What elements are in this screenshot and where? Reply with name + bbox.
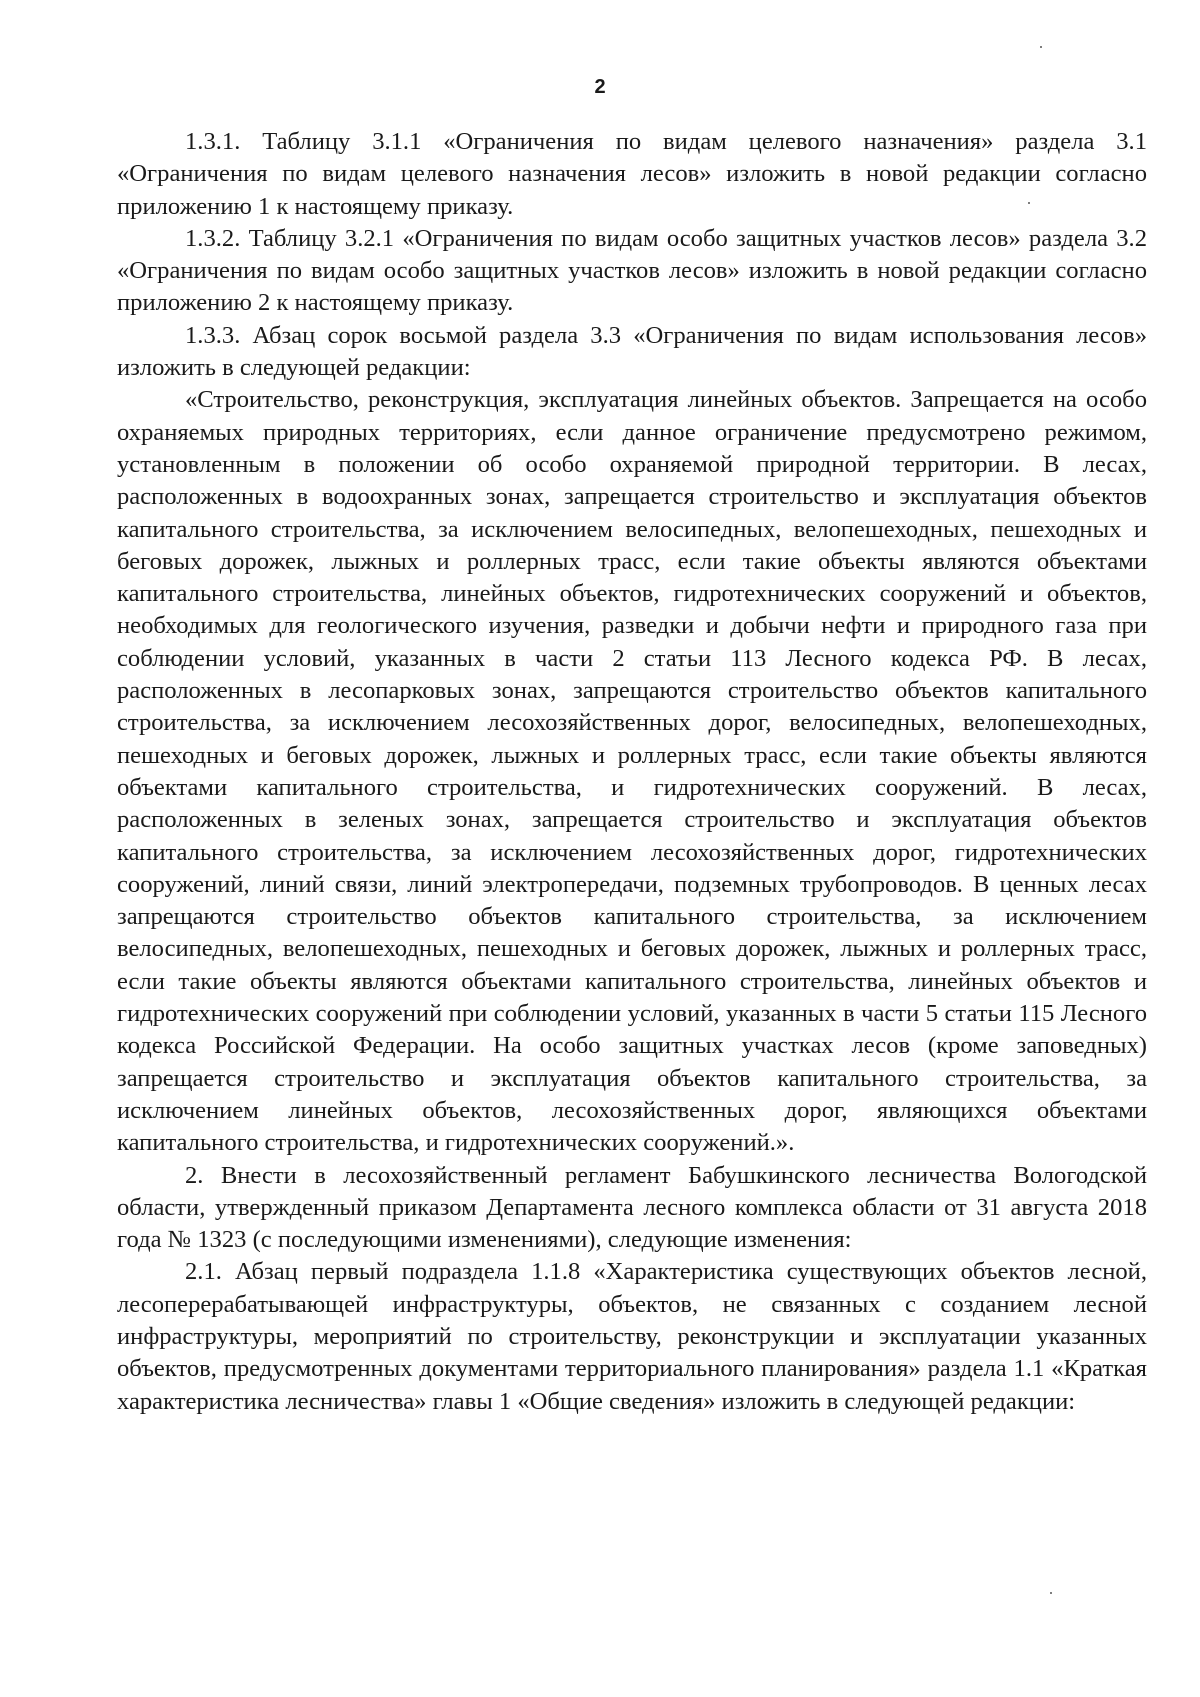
paragraph-quoted-edition: «Строительство, реконструкция, эксплуатация линейных объектов. Запрещается на особо охраняемых природных территориях, если данное ограничение предусмотрено режимом, установленным в положении об особо охраняемой природной территории. В лесах, расположенных в водоохранных зонах, запрещается строительство и эксплуатация объектов капитального строительства, за исключением велосипедных, велопешеходных, пешеходных и беговых дорожек, лыжных и роллерных трасс, если такие объекты являются объектами капитального строительства, линейных объектов, гидротехнических сооружений и объектов, необходимых для геологического изучения, разведки и добычи нефти и природного газа при соблюдении условий, указанных в части 2 статьи 113 Лесного кодекса РФ. В лесах, расположенных в лесопарковых зонах, запрещаются строительство объектов капитального строительства, за исключением лесохозяйственных дорог, велосипедных, велопешеходных, пешеходных и беговых дорожек, лыжных и роллерных трасс, если такие объекты являются объектами капитального строительства, и гидротехнических сооружений. В лесах, расположенных в зеленых зонах, запрещается строительство и эксплуатация объектов капитального строительства, за исключением лесохозяйственных дорог, гидротехнических сооружений, линий связи, линий электропередачи, подземных трубопроводов. В ценных лесах запрещаются строительство объектов капитального строительства, за исключением велосипедных, велопешеходных, пешеходных и беговых дорожек, лыжных и роллерных трасс, если такие объекты являются объектами капитального строительства, линейных объектов и гидротехнических сооружений при соблюдении условий, указанных в части 5 статьи 115 Лесного кодекса Российской Федерации. На особо защитных участках лесов (кроме заповедных) запрещается строительство и эксплуатация объектов капитального строительства, за исключением линейных объектов, лесохозяйственных дорог, являющихся объектами капитального строительства, и гидротехнических сооружений.».	[117, 386, 1147, 1157]
scan-speck	[1040, 46, 1042, 48]
paragraph-1-3-3: 1.3.3. Абзац сорок восьмой раздела 3.3 «Ограничения по видам использования лесов» изложить в следующей редакции:	[117, 321, 1147, 382]
paragraph-1-3-2: 1.3.2. Таблицу 3.2.1 «Ограничения по видам особо защитных участков лесов» раздела 3.2 «Ограничения по видам особо защитных участков лесов» изложить в новой редакции согласно приложению 2 к настоящему приказу.	[117, 224, 1147, 317]
document-body	[117, 126, 1147, 1418]
paragraph-1-3-1: 1.3.1. Таблицу 3.1.1 «Ограничения по видам целевого назначения» раздела 3.1 «Ограничения по видам целевого назначения лесов» изложить в новой редакции согласно приложению 1 к настоящему приказу.	[117, 128, 1147, 220]
paragraph-2: 2. Внести в лесохозяйственный регламент Бабушкинского лесничества Вологодской области, утвержденный приказом Департамента лесного комплекса области от 31 августа 2018 года № 1323 (с последующими изменениями), следующие изменения:	[117, 1161, 1147, 1254]
paragraph-2-1: 2.1. Абзац первый подраздела 1.1.8 «Характеристика существующих объектов лесной, лесоперерабатывающей инфраструктуры, объектов, не связанных с созданием лесной инфраструктуры, мероприятий по строительству, реконструкции и эксплуатации указанных объектов, предусмотренных документами территориального планирования» раздела 1.1 «Краткая характеристика лесничества» главы 1 «Общие сведения» изложить в следующей редакции:	[117, 1258, 1147, 1415]
scan-speck	[1050, 1592, 1052, 1594]
scan-speck	[1028, 202, 1030, 204]
page-number: 2	[594, 76, 606, 98]
